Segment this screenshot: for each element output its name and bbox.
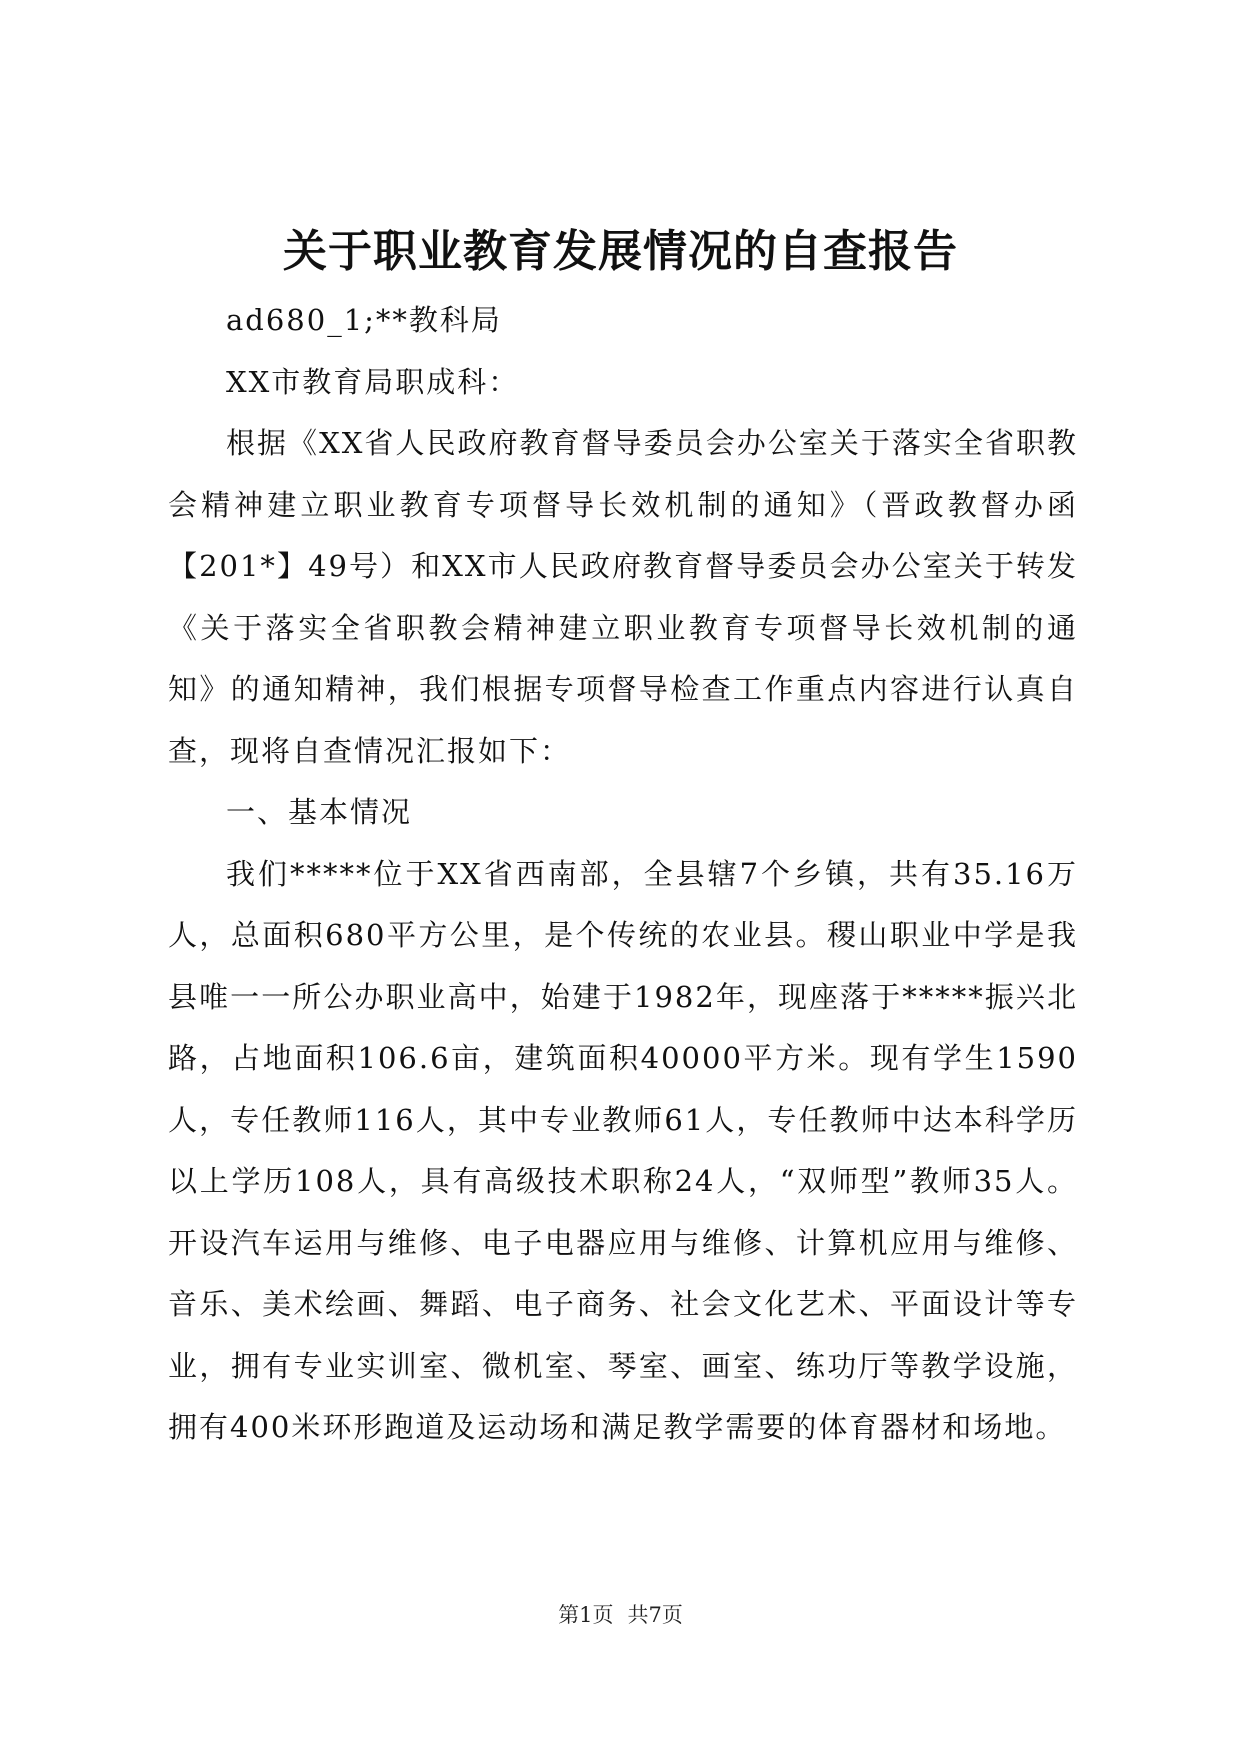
document-body [168, 290, 1078, 1459]
page-number: 第1页 [558, 1603, 614, 1627]
addressee-line: XX市教育局职成科： [226, 364, 520, 399]
sender-line: ad680_1;**教科局 [226, 303, 502, 337]
basic-info-paragraph: 我们*****位于XX省西南部，全县辖7个乡镇，共有35.16万人，总面积680平方公里，是个传统的农业县。稷山职业中学是我县唯一一所公办职业高中，始建于1982年，现座落于*****振兴北路，占地面积106.6亩，建筑面积40000平方米。现有学生1590人，专任教师116人，其中专业教师61人，专任教师中达本科学历以上学历108人，具有高级技术职称24人，“双师型”教师35人。开设汽车运用与维修、电子电器应用与维修、计算机应用与维修、音乐、美术绘画、舞蹈、电子商务、社会文化艺术、平面设计等专业，拥有专业实训室、微机室、琴室、画室、练功厅等教学设施，拥有400米环形跑道及运动场和满足教学需要的体育器材和场地。 [168, 856, 1078, 1444]
page-footer [0, 1600, 1241, 1630]
intro-paragraph: 根据《XX省人民政府教育督导委员会办公室关于落实全省职教会精神建立职业教育专项督导长效机制的通知》（晋政教督办函【201*】49号）和XX市人民政府教育督导委员会办公室关于转发《关于落实全省职教会精神建立职业教育专项督导长效机制的通知》的通知精神，我们根据专项督导检查工作重点内容进行认真自查，现将自查情况汇报如下： [168, 426, 1078, 768]
section-heading: 一、基本情况 [226, 795, 413, 829]
page-total: 共7页 [627, 1603, 683, 1627]
document-title: 关于职业教育发展情况的自查报告 [283, 226, 958, 277]
